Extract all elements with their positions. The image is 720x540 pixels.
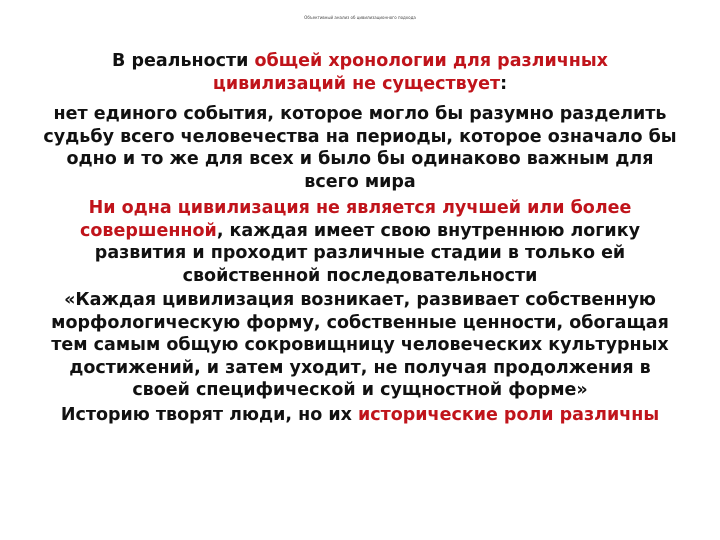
slide-body xyxy=(40,50,680,428)
text-highlight: Ни одна цивилизация не является лучшей или более совершенной xyxy=(80,198,632,241)
paragraph-history-makers xyxy=(40,404,680,427)
text-normal: нет единого события, которое могло бы разумно разделить судьбу всего человечества на периоды, которое означало бы одно и то же для всех и было бы одинаково важным для всего мира xyxy=(43,104,677,192)
paragraph-no-single-event xyxy=(40,103,680,193)
paragraph-chronology xyxy=(40,50,680,95)
paragraph-quote xyxy=(40,289,680,402)
paragraph-no-best-civilization xyxy=(40,197,680,287)
text-normal: В реальности xyxy=(112,51,255,71)
text-normal: Историю творят люди, но их xyxy=(60,404,358,425)
text-normal: : xyxy=(500,73,508,94)
text-highlight: исторические роли различны xyxy=(357,404,660,425)
text-normal: «Каждая цивилизация возникает, развивает собственную морфологическую форму, собственные ценности, обогащая тем самым общую сокровищницу человеческих культурных достижений, и затем уходит, не получая продолжения в своей специфической и сущностной форме» xyxy=(51,290,669,400)
slide-header-small: Объективный анализ об цивилизационного подхода xyxy=(304,15,416,20)
text-normal: , каждая имеет свою внутреннюю логику развития и проходит различные стадии в только ей свойственной последовательности xyxy=(94,220,640,286)
text-highlight: общей хронологии для различных цивилизаций не существует xyxy=(212,51,608,94)
